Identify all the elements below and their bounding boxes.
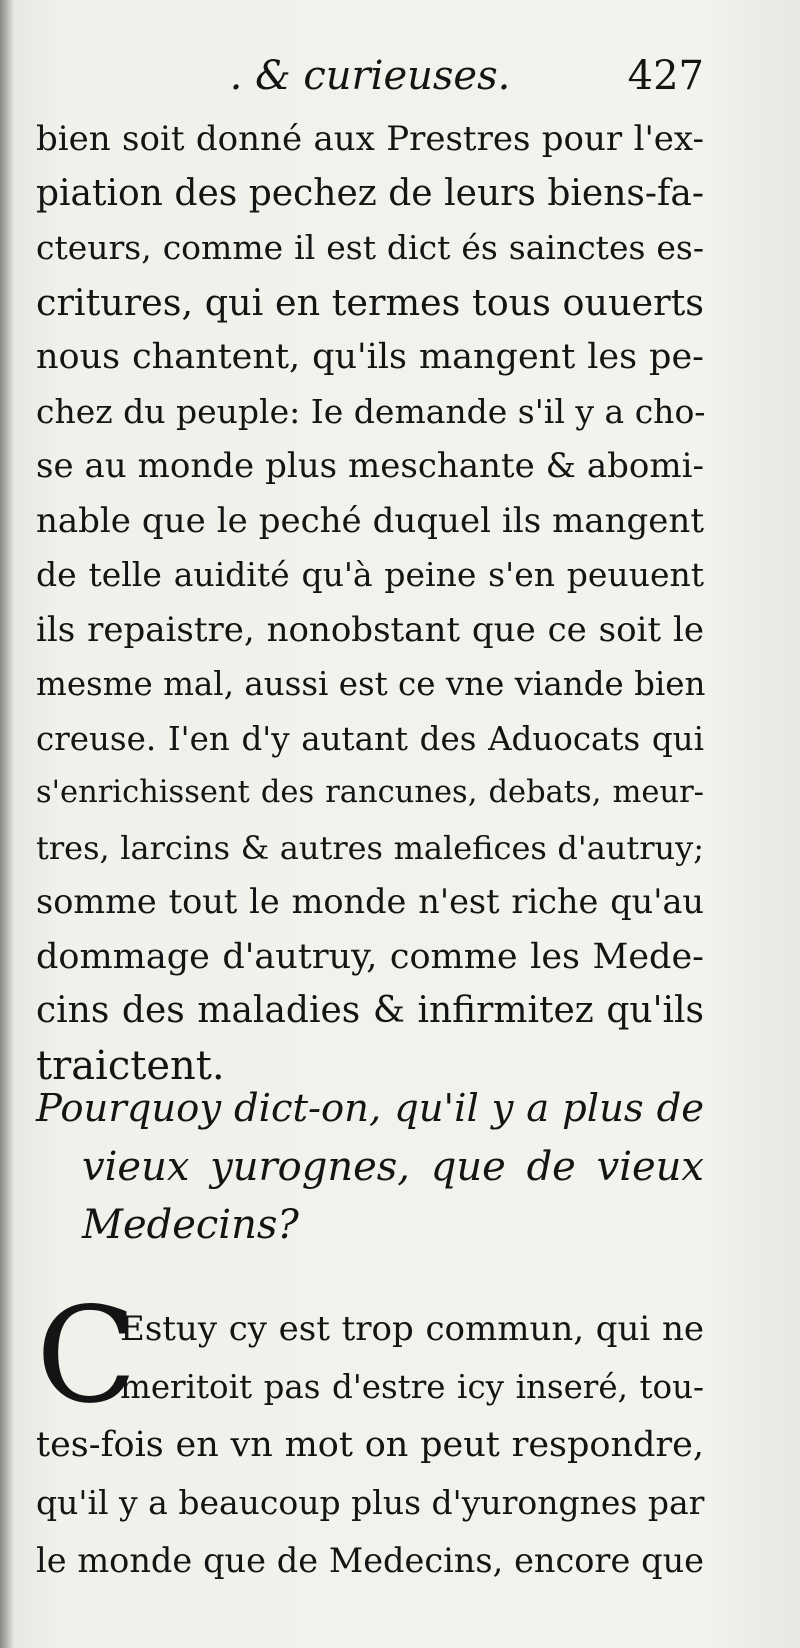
text-line: critures, qui en termes tous ouuerts — [36, 280, 704, 324]
spine-shadow — [0, 0, 14, 1648]
text-line: mesme mal, aussi est ce vne viande bien — [36, 665, 706, 703]
text-line: se au monde plus meschante & abomi- — [36, 446, 704, 486]
text-line: dommage d'autruy, comme les Mede- — [36, 936, 704, 977]
question-heading — [36, 1080, 704, 1254]
question-line: Pourquoy dict-on, qu'il y a plus de — [36, 1086, 704, 1131]
answer-line: meritoit pas d'estre icy inseré, tou- — [120, 1368, 704, 1406]
question-line: Medecins? — [82, 1202, 299, 1248]
text-line: cins des maladies & infirmitez qu'ils — [36, 990, 704, 1031]
answer-line: qu'il y a beaucoup plus d'yurongnes par — [36, 1483, 705, 1522]
body-paragraph — [36, 112, 704, 1093]
text-line: piation des pechez de leurs biens-fa- — [36, 172, 704, 214]
page-number: 427 — [627, 53, 704, 99]
answer-line: tes-fois en vn mot on peut respondre, — [36, 1425, 704, 1465]
text-line: nable que le peché duquel ils mangent — [36, 500, 704, 541]
text-line: tres, larcins & autres malefices d'autruy; — [36, 828, 704, 867]
answer-paragraph — [36, 1279, 705, 1590]
text-line: de telle auidité qu'à peine s'en peuuent — [36, 555, 704, 594]
text-line: s'enrichissent des rancunes, debats, meur- — [36, 775, 704, 810]
text-line: bien soit donné aux Prestres pour l'ex- — [36, 119, 704, 159]
text-line: creuse. I'en d'y autant des Aduocats qui — [36, 719, 704, 758]
page-header — [36, 46, 704, 106]
answer-line: le monde que de Medecins, encore que — [36, 1541, 704, 1580]
text-line: cteurs, comme il est dict és sainctes es- — [36, 228, 704, 267]
text-line: traictent. — [36, 1042, 225, 1089]
question-line: vieux yurognes, que de vieux — [82, 1144, 704, 1190]
answer-line: Estuy cy est trop commun, qui ne — [120, 1309, 704, 1349]
drop-cap: C — [36, 1279, 137, 1433]
text-line: ils repaistre, nonobstant que ce soit le — [36, 609, 704, 650]
text-line: chez du peuple: Ie demande s'il y a cho- — [36, 391, 706, 431]
running-head: . & curieuses. — [229, 53, 511, 99]
text-line: somme tout le monde n'est riche qu'au — [36, 882, 704, 921]
text-line: nous chantent, qu'ils mangent les pe- — [36, 337, 704, 377]
